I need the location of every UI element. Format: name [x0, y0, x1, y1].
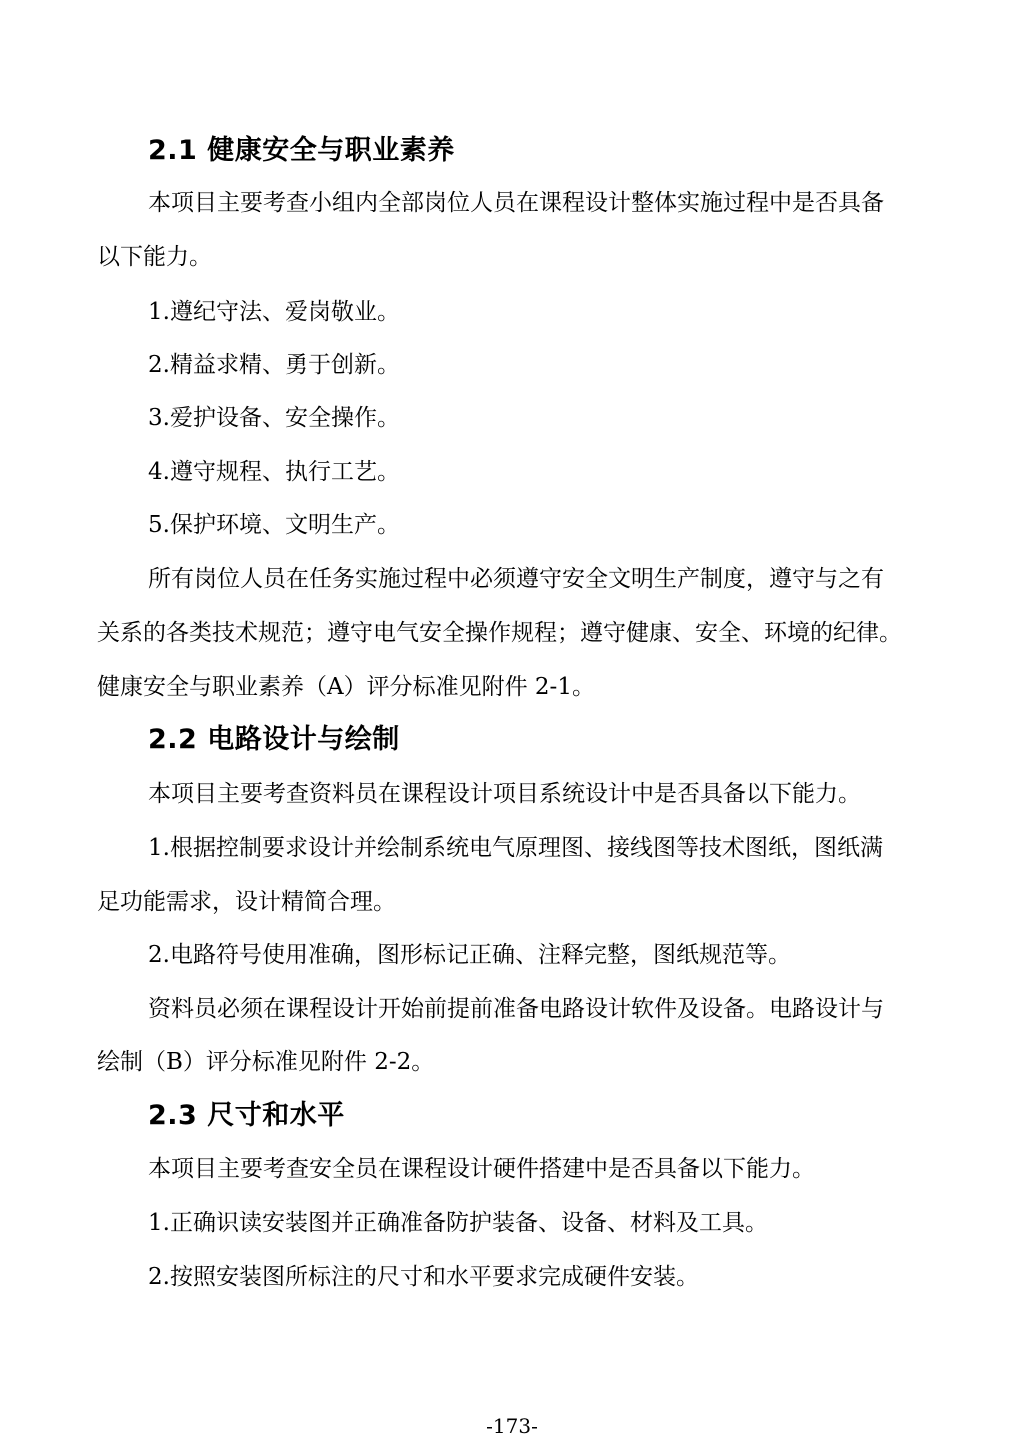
list-item: 4.遵守规程、执行工艺。 — [148, 459, 400, 485]
paragraph-line: 健康安全与职业素养（A）评分标准见附件 2-1。 — [97, 674, 595, 700]
list-item: 2.精益求精、勇于创新。 — [148, 352, 400, 378]
paragraph-line: 资料员必须在课程设计开始前提前准备电路设计软件及设备。电路设计与 — [148, 996, 884, 1022]
paragraph-line: 本项目主要考查资料员在课程设计项目系统设计中是否具备以下能力。 — [148, 781, 861, 807]
paragraph-line: 本项目主要考查小组内全部岗位人员在课程设计整体实施过程中是否具备 — [148, 190, 884, 216]
list-item: 5.保护环境、文明生产。 — [148, 512, 400, 538]
list-item: 2.电路符号使用准确，图形标记正确、注释完整，图纸规范等。 — [148, 942, 791, 968]
section-heading-2-2: 2.2 电路设计与绘制 — [148, 724, 400, 755]
list-item: 1.根据控制要求设计并绘制系统电气原理图、接线图等技术图纸，图纸满 — [148, 835, 883, 861]
list-item: 1.正确识读安装图并正确准备防护装备、设备、材料及工具。 — [148, 1210, 768, 1236]
section-heading-2-3: 2.3 尺寸和水平 — [148, 1100, 345, 1131]
paragraph-line: 本项目主要考查安全员在课程设计硬件搭建中是否具备以下能力。 — [148, 1156, 815, 1182]
page-number: -173- — [486, 1414, 538, 1438]
paragraph-line: 关系的各类技术规范；遵守电气安全操作规程；遵守健康、安全、环境的纪律。 — [97, 620, 902, 646]
list-item-continuation: 足功能需求，设计精简合理。 — [97, 889, 396, 915]
paragraph-line: 绘制（B）评分标准见附件 2-2。 — [97, 1049, 435, 1075]
list-item: 2.按照安装图所标注的尺寸和水平要求完成硬件安装。 — [148, 1264, 699, 1290]
section-heading-2-1: 2.1 健康安全与职业素养 — [148, 135, 455, 166]
list-item: 1.遵纪守法、爱岗敬业。 — [148, 299, 400, 325]
paragraph-line: 所有岗位人员在任务实施过程中必须遵守安全文明生产制度，遵守与之有 — [148, 566, 884, 592]
paragraph-line: 以下能力。 — [97, 244, 212, 270]
list-item: 3.爱护设备、安全操作。 — [148, 405, 400, 431]
